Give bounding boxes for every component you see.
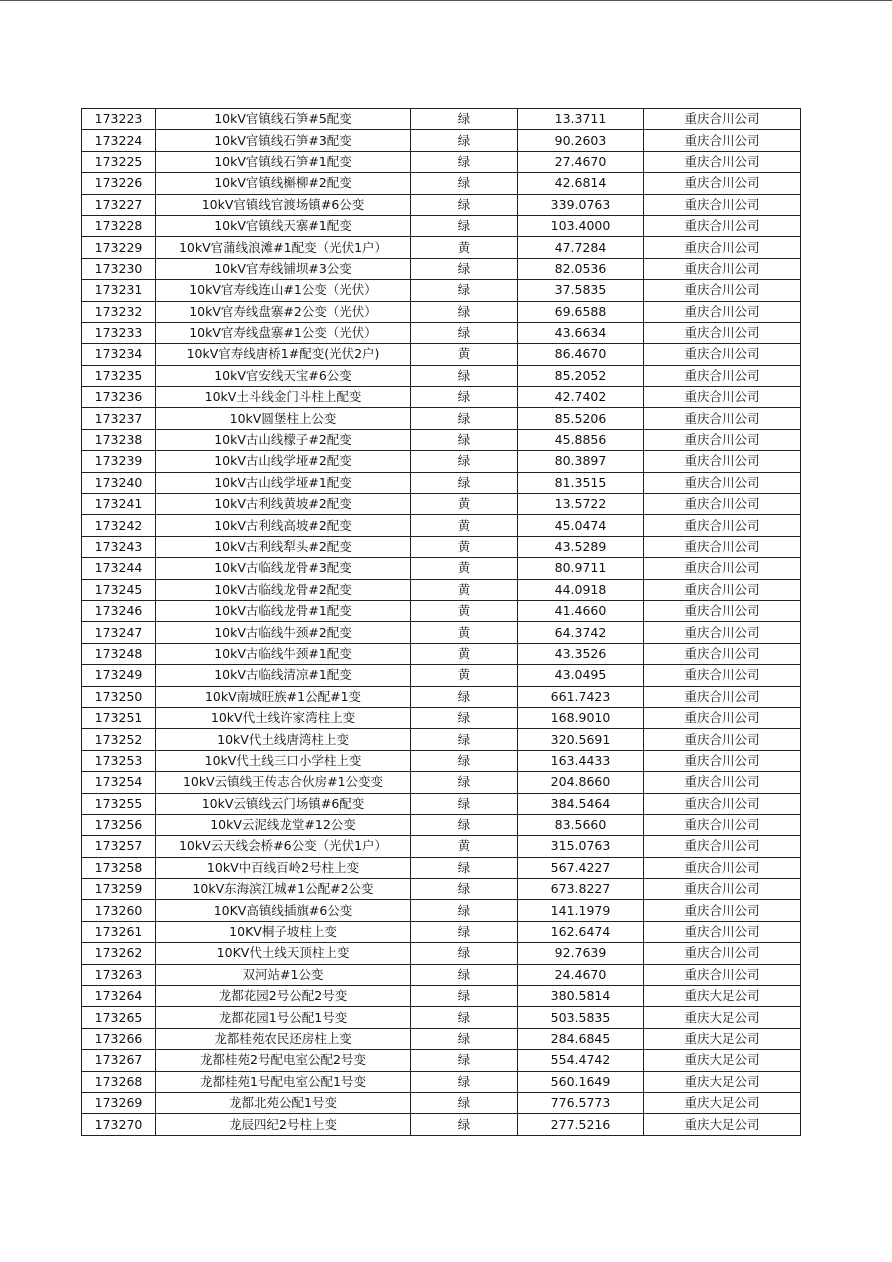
value-cell: 315.0763 xyxy=(518,836,644,857)
value-cell: 85.2052 xyxy=(518,365,644,386)
station-name-cell: 10KV桐子坡柱上变 xyxy=(156,921,411,942)
status-color-cell: 黄 xyxy=(411,344,518,365)
station-name-cell: 龙都花园1号公配1号变 xyxy=(156,1007,411,1028)
company-cell: 重庆合川公司 xyxy=(644,408,801,429)
row-id-cell: 173224 xyxy=(82,130,156,151)
table-row xyxy=(82,280,801,301)
table-row xyxy=(82,194,801,215)
value-cell: 80.3897 xyxy=(518,451,644,472)
station-name-cell: 龙都桂苑1号配电室公配1号变 xyxy=(156,1071,411,1092)
table-row xyxy=(82,921,801,942)
row-id-cell: 173237 xyxy=(82,408,156,429)
company-cell: 重庆合川公司 xyxy=(644,194,801,215)
company-cell: 重庆合川公司 xyxy=(644,814,801,835)
row-id-cell: 173236 xyxy=(82,387,156,408)
value-cell: 24.4670 xyxy=(518,964,644,985)
company-cell: 重庆合川公司 xyxy=(644,643,801,664)
row-id-cell: 173262 xyxy=(82,943,156,964)
row-id-cell: 173228 xyxy=(82,215,156,236)
value-cell: 80.9711 xyxy=(518,558,644,579)
station-name-cell: 10kV古临线龙骨#2配变 xyxy=(156,579,411,600)
company-cell: 重庆合川公司 xyxy=(644,622,801,643)
station-name-cell: 10kV官镇线石笋#1配变 xyxy=(156,151,411,172)
company-cell: 重庆合川公司 xyxy=(644,750,801,771)
company-cell: 重庆大足公司 xyxy=(644,1114,801,1135)
table-row xyxy=(82,600,801,621)
table-row xyxy=(82,109,801,130)
table-row xyxy=(82,322,801,343)
status-color-cell: 黄 xyxy=(411,600,518,621)
status-color-cell: 绿 xyxy=(411,857,518,878)
table-row xyxy=(82,579,801,600)
status-color-cell: 绿 xyxy=(411,793,518,814)
station-name-cell: 10KV代土线天顶柱上变 xyxy=(156,943,411,964)
value-cell: 45.8856 xyxy=(518,429,644,450)
status-color-cell: 黄 xyxy=(411,558,518,579)
table-body xyxy=(82,109,801,1136)
row-id-cell: 173233 xyxy=(82,322,156,343)
status-color-cell: 黄 xyxy=(411,536,518,557)
row-id-cell: 173232 xyxy=(82,301,156,322)
table-row xyxy=(82,900,801,921)
station-name-cell: 10kV官安线天宝#6公变 xyxy=(156,365,411,386)
value-cell: 503.5835 xyxy=(518,1007,644,1028)
table-row xyxy=(82,130,801,151)
status-color-cell: 黄 xyxy=(411,665,518,686)
table-row xyxy=(82,536,801,557)
status-color-cell: 绿 xyxy=(411,750,518,771)
status-color-cell: 绿 xyxy=(411,986,518,1007)
status-color-cell: 绿 xyxy=(411,451,518,472)
station-name-cell: 10kV代土线许家湾柱上变 xyxy=(156,707,411,728)
value-cell: 162.6474 xyxy=(518,921,644,942)
company-cell: 重庆合川公司 xyxy=(644,793,801,814)
station-name-cell: 10kV官镇线槲柳#2配变 xyxy=(156,173,411,194)
value-cell: 41.4660 xyxy=(518,600,644,621)
value-cell: 567.4227 xyxy=(518,857,644,878)
status-color-cell: 绿 xyxy=(411,130,518,151)
station-name-cell: 10kV云天线会桥#6公变（光伏1户） xyxy=(156,836,411,857)
row-id-cell: 173256 xyxy=(82,814,156,835)
company-cell: 重庆合川公司 xyxy=(644,322,801,343)
value-cell: 43.0495 xyxy=(518,665,644,686)
row-id-cell: 173249 xyxy=(82,665,156,686)
value-cell: 339.0763 xyxy=(518,194,644,215)
row-id-cell: 173268 xyxy=(82,1071,156,1092)
table-row xyxy=(82,729,801,750)
table-row xyxy=(82,622,801,643)
status-color-cell: 绿 xyxy=(411,1028,518,1049)
table-row xyxy=(82,387,801,408)
company-cell: 重庆合川公司 xyxy=(644,130,801,151)
row-id-cell: 173266 xyxy=(82,1028,156,1049)
station-name-cell: 10kV官镇线天寨#1配变 xyxy=(156,215,411,236)
station-name-cell: 10kV云泥线龙堂#12公变 xyxy=(156,814,411,835)
company-cell: 重庆合川公司 xyxy=(644,494,801,515)
page-top-border xyxy=(0,0,892,1)
value-cell: 560.1649 xyxy=(518,1071,644,1092)
status-color-cell: 绿 xyxy=(411,472,518,493)
company-cell: 重庆合川公司 xyxy=(644,900,801,921)
company-cell: 重庆合川公司 xyxy=(644,665,801,686)
company-cell: 重庆大足公司 xyxy=(644,1092,801,1113)
row-id-cell: 173267 xyxy=(82,1050,156,1071)
company-cell: 重庆大足公司 xyxy=(644,986,801,1007)
status-color-cell: 绿 xyxy=(411,109,518,130)
value-cell: 776.5773 xyxy=(518,1092,644,1113)
table-row xyxy=(82,301,801,322)
row-id-cell: 173243 xyxy=(82,536,156,557)
company-cell: 重庆合川公司 xyxy=(644,579,801,600)
table-row xyxy=(82,643,801,664)
table-row xyxy=(82,1071,801,1092)
station-name-cell: 10kV官寿线唐桥1#配变(光伏2户) xyxy=(156,344,411,365)
station-name-cell: 10kV官寿线盘寨#2公变（光伏） xyxy=(156,301,411,322)
company-cell: 重庆合川公司 xyxy=(644,536,801,557)
station-name-cell: 龙都桂苑2号配电室公配2号变 xyxy=(156,1050,411,1071)
table-row xyxy=(82,558,801,579)
row-id-cell: 173231 xyxy=(82,280,156,301)
row-id-cell: 173234 xyxy=(82,344,156,365)
table-row xyxy=(82,1092,801,1113)
status-color-cell: 绿 xyxy=(411,772,518,793)
value-cell: 204.8660 xyxy=(518,772,644,793)
table-row xyxy=(82,686,801,707)
company-cell: 重庆合川公司 xyxy=(644,921,801,942)
value-cell: 673.8227 xyxy=(518,879,644,900)
station-name-cell: 10kV代土线唐湾柱上变 xyxy=(156,729,411,750)
value-cell: 13.5722 xyxy=(518,494,644,515)
status-color-cell: 绿 xyxy=(411,879,518,900)
station-name-cell: 10kV官镇线石笋#3配变 xyxy=(156,130,411,151)
company-cell: 重庆合川公司 xyxy=(644,879,801,900)
table-row xyxy=(82,429,801,450)
value-cell: 82.0536 xyxy=(518,258,644,279)
value-cell: 45.0474 xyxy=(518,515,644,536)
value-cell: 69.6588 xyxy=(518,301,644,322)
status-color-cell: 绿 xyxy=(411,964,518,985)
company-cell: 重庆合川公司 xyxy=(644,707,801,728)
station-name-cell: 10kV南城旺族#1公配#1变 xyxy=(156,686,411,707)
company-cell: 重庆合川公司 xyxy=(644,173,801,194)
table-row xyxy=(82,173,801,194)
value-cell: 320.5691 xyxy=(518,729,644,750)
company-cell: 重庆合川公司 xyxy=(644,237,801,258)
table-row xyxy=(82,772,801,793)
status-color-cell: 黄 xyxy=(411,579,518,600)
station-name-cell: 10kV代土线三口小学柱上变 xyxy=(156,750,411,771)
table-row xyxy=(82,665,801,686)
status-color-cell: 绿 xyxy=(411,1092,518,1113)
status-color-cell: 黄 xyxy=(411,494,518,515)
status-color-cell: 绿 xyxy=(411,729,518,750)
station-name-cell: 龙辰四纪2号柱上变 xyxy=(156,1114,411,1135)
company-cell: 重庆合川公司 xyxy=(644,258,801,279)
row-id-cell: 173269 xyxy=(82,1092,156,1113)
company-cell: 重庆合川公司 xyxy=(644,280,801,301)
value-cell: 163.4433 xyxy=(518,750,644,771)
company-cell: 重庆合川公司 xyxy=(644,964,801,985)
station-name-cell: 10kV云镇线云门场镇#6配变 xyxy=(156,793,411,814)
status-color-cell: 绿 xyxy=(411,151,518,172)
status-color-cell: 绿 xyxy=(411,215,518,236)
table-row xyxy=(82,836,801,857)
status-color-cell: 绿 xyxy=(411,365,518,386)
company-cell: 重庆合川公司 xyxy=(644,558,801,579)
status-color-cell: 绿 xyxy=(411,900,518,921)
row-id-cell: 173223 xyxy=(82,109,156,130)
status-color-cell: 绿 xyxy=(411,258,518,279)
table-row xyxy=(82,814,801,835)
table-row xyxy=(82,986,801,1007)
table-row xyxy=(82,472,801,493)
row-id-cell: 173230 xyxy=(82,258,156,279)
value-cell: 284.6845 xyxy=(518,1028,644,1049)
value-cell: 64.3742 xyxy=(518,622,644,643)
value-cell: 384.5464 xyxy=(518,793,644,814)
station-name-cell: 10kV古临线龙骨#3配变 xyxy=(156,558,411,579)
status-color-cell: 黄 xyxy=(411,643,518,664)
table-row xyxy=(82,1028,801,1049)
station-name-cell: 10kV官镇线官渡场镇#6公变 xyxy=(156,194,411,215)
row-id-cell: 173227 xyxy=(82,194,156,215)
row-id-cell: 173252 xyxy=(82,729,156,750)
row-id-cell: 173265 xyxy=(82,1007,156,1028)
value-cell: 27.4670 xyxy=(518,151,644,172)
value-cell: 42.6814 xyxy=(518,173,644,194)
station-name-cell: 10kV古临线龙骨#1配变 xyxy=(156,600,411,621)
status-color-cell: 绿 xyxy=(411,1050,518,1071)
value-cell: 277.5216 xyxy=(518,1114,644,1135)
value-cell: 168.9010 xyxy=(518,707,644,728)
value-cell: 85.5206 xyxy=(518,408,644,429)
company-cell: 重庆大足公司 xyxy=(644,1028,801,1049)
table-row xyxy=(82,707,801,728)
company-cell: 重庆合川公司 xyxy=(644,515,801,536)
company-cell: 重庆合川公司 xyxy=(644,344,801,365)
row-id-cell: 173260 xyxy=(82,900,156,921)
status-color-cell: 绿 xyxy=(411,429,518,450)
value-cell: 83.5660 xyxy=(518,814,644,835)
company-cell: 重庆合川公司 xyxy=(644,729,801,750)
station-name-cell: 龙都北苑公配1号变 xyxy=(156,1092,411,1113)
row-id-cell: 173235 xyxy=(82,365,156,386)
station-name-cell: 10kV古临线牛颈#1配变 xyxy=(156,643,411,664)
status-color-cell: 绿 xyxy=(411,194,518,215)
row-id-cell: 173270 xyxy=(82,1114,156,1135)
station-name-cell: 10kV古利线黄坡#2配变 xyxy=(156,494,411,515)
row-id-cell: 173264 xyxy=(82,986,156,1007)
row-id-cell: 173244 xyxy=(82,558,156,579)
value-cell: 47.7284 xyxy=(518,237,644,258)
row-id-cell: 173257 xyxy=(82,836,156,857)
company-cell: 重庆合川公司 xyxy=(644,857,801,878)
station-name-cell: 10kV东海滨江城#1公配#2公变 xyxy=(156,879,411,900)
station-name-cell: 10kV古临线清凉#1配变 xyxy=(156,665,411,686)
company-cell: 重庆合川公司 xyxy=(644,387,801,408)
row-id-cell: 173259 xyxy=(82,879,156,900)
status-color-cell: 黄 xyxy=(411,836,518,857)
row-id-cell: 173253 xyxy=(82,750,156,771)
status-color-cell: 绿 xyxy=(411,322,518,343)
station-name-cell: 双河站#1公变 xyxy=(156,964,411,985)
status-color-cell: 绿 xyxy=(411,1071,518,1092)
row-id-cell: 173247 xyxy=(82,622,156,643)
table-row xyxy=(82,451,801,472)
station-name-cell: 10KV高镇线插旗#6公变 xyxy=(156,900,411,921)
station-name-cell: 10kV官蒲线浪滩#1配变（光伏1户） xyxy=(156,237,411,258)
row-id-cell: 173239 xyxy=(82,451,156,472)
value-cell: 43.6634 xyxy=(518,322,644,343)
station-name-cell: 10kV云镇线王传志合伙房#1公变变 xyxy=(156,772,411,793)
station-name-cell: 10kV中百线百岭2号柱上变 xyxy=(156,857,411,878)
table-row xyxy=(82,793,801,814)
table-row xyxy=(82,215,801,236)
company-cell: 重庆合川公司 xyxy=(644,943,801,964)
value-cell: 13.3711 xyxy=(518,109,644,130)
company-cell: 重庆大足公司 xyxy=(644,1071,801,1092)
company-cell: 重庆合川公司 xyxy=(644,429,801,450)
row-id-cell: 173248 xyxy=(82,643,156,664)
status-color-cell: 黄 xyxy=(411,515,518,536)
table-row xyxy=(82,365,801,386)
station-name-cell: 10kV土斗线金门斗柱上配变 xyxy=(156,387,411,408)
status-color-cell: 绿 xyxy=(411,814,518,835)
table-row xyxy=(82,879,801,900)
status-color-cell: 绿 xyxy=(411,1114,518,1135)
row-id-cell: 173251 xyxy=(82,707,156,728)
value-cell: 42.7402 xyxy=(518,387,644,408)
station-name-cell: 10kV古山线檬子#2配变 xyxy=(156,429,411,450)
table-row xyxy=(82,408,801,429)
status-color-cell: 黄 xyxy=(411,622,518,643)
station-name-cell: 10kV古山线学垭#1配变 xyxy=(156,472,411,493)
station-name-cell: 10kV圆堡柱上公变 xyxy=(156,408,411,429)
company-cell: 重庆合川公司 xyxy=(644,109,801,130)
table-row xyxy=(82,1007,801,1028)
row-id-cell: 173246 xyxy=(82,600,156,621)
table-row xyxy=(82,258,801,279)
status-color-cell: 绿 xyxy=(411,280,518,301)
row-id-cell: 173225 xyxy=(82,151,156,172)
status-color-cell: 黄 xyxy=(411,237,518,258)
station-name-cell: 10kV古山线学垭#2配变 xyxy=(156,451,411,472)
row-id-cell: 173255 xyxy=(82,793,156,814)
status-color-cell: 绿 xyxy=(411,686,518,707)
status-color-cell: 绿 xyxy=(411,301,518,322)
value-cell: 554.4742 xyxy=(518,1050,644,1071)
table-row xyxy=(82,494,801,515)
table-row xyxy=(82,750,801,771)
row-id-cell: 173263 xyxy=(82,964,156,985)
station-name-cell: 10kV官寿线连山#1公变（光伏） xyxy=(156,280,411,301)
value-cell: 81.3515 xyxy=(518,472,644,493)
table-row xyxy=(82,344,801,365)
row-id-cell: 173240 xyxy=(82,472,156,493)
table-row xyxy=(82,151,801,172)
company-cell: 重庆合川公司 xyxy=(644,151,801,172)
station-name-cell: 10kV官寿线铺坝#3公变 xyxy=(156,258,411,279)
table-row xyxy=(82,964,801,985)
company-cell: 重庆合川公司 xyxy=(644,301,801,322)
transformer-table xyxy=(81,108,801,1136)
row-id-cell: 173241 xyxy=(82,494,156,515)
station-name-cell: 龙都桂苑农民还房柱上变 xyxy=(156,1028,411,1049)
company-cell: 重庆合川公司 xyxy=(644,600,801,621)
value-cell: 43.3526 xyxy=(518,643,644,664)
company-cell: 重庆合川公司 xyxy=(644,451,801,472)
station-name-cell: 10kV古利线高坡#2配变 xyxy=(156,515,411,536)
value-cell: 43.5289 xyxy=(518,536,644,557)
row-id-cell: 173245 xyxy=(82,579,156,600)
station-name-cell: 龙都花园2号公配2号变 xyxy=(156,986,411,1007)
status-color-cell: 绿 xyxy=(411,943,518,964)
status-color-cell: 绿 xyxy=(411,707,518,728)
status-color-cell: 绿 xyxy=(411,387,518,408)
value-cell: 103.4000 xyxy=(518,215,644,236)
company-cell: 重庆合川公司 xyxy=(644,365,801,386)
table-row xyxy=(82,1114,801,1135)
value-cell: 37.5835 xyxy=(518,280,644,301)
row-id-cell: 173258 xyxy=(82,857,156,878)
station-name-cell: 10kV古临线牛颈#2配变 xyxy=(156,622,411,643)
company-cell: 重庆大足公司 xyxy=(644,1007,801,1028)
row-id-cell: 173250 xyxy=(82,686,156,707)
table-row xyxy=(82,237,801,258)
status-color-cell: 绿 xyxy=(411,408,518,429)
station-name-cell: 10kV官镇线石笋#5配变 xyxy=(156,109,411,130)
table-row xyxy=(82,515,801,536)
company-cell: 重庆合川公司 xyxy=(644,686,801,707)
value-cell: 90.2603 xyxy=(518,130,644,151)
row-id-cell: 173229 xyxy=(82,237,156,258)
value-cell: 44.0918 xyxy=(518,579,644,600)
row-id-cell: 173226 xyxy=(82,173,156,194)
value-cell: 380.5814 xyxy=(518,986,644,1007)
table-row xyxy=(82,943,801,964)
value-cell: 92.7639 xyxy=(518,943,644,964)
value-cell: 141.1979 xyxy=(518,900,644,921)
company-cell: 重庆合川公司 xyxy=(644,472,801,493)
company-cell: 重庆合川公司 xyxy=(644,772,801,793)
status-color-cell: 绿 xyxy=(411,1007,518,1028)
company-cell: 重庆大足公司 xyxy=(644,1050,801,1071)
value-cell: 86.4670 xyxy=(518,344,644,365)
station-name-cell: 10kV古利线犁头#2配变 xyxy=(156,536,411,557)
value-cell: 661.7423 xyxy=(518,686,644,707)
row-id-cell: 173242 xyxy=(82,515,156,536)
table-row xyxy=(82,857,801,878)
status-color-cell: 绿 xyxy=(411,173,518,194)
station-name-cell: 10kV官寿线盘寨#1公变（光伏） xyxy=(156,322,411,343)
table-row xyxy=(82,1050,801,1071)
company-cell: 重庆合川公司 xyxy=(644,836,801,857)
company-cell: 重庆合川公司 xyxy=(644,215,801,236)
row-id-cell: 173254 xyxy=(82,772,156,793)
status-color-cell: 绿 xyxy=(411,921,518,942)
row-id-cell: 173261 xyxy=(82,921,156,942)
row-id-cell: 173238 xyxy=(82,429,156,450)
